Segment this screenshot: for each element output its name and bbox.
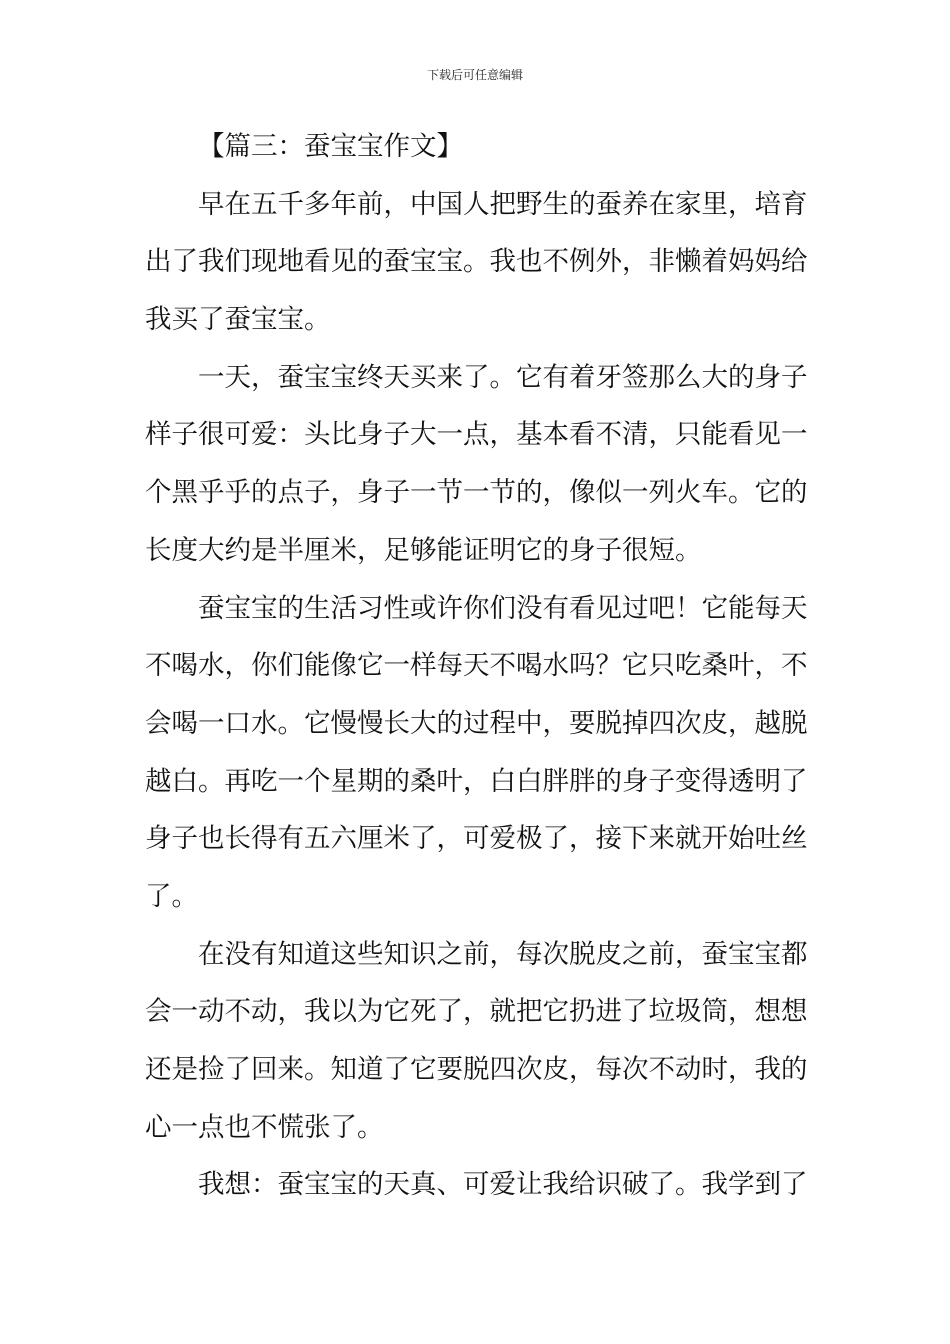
paragraph-line: 长度大约是半厘米，足够能证明它的身子很短。: [145, 534, 702, 566]
paragraph-line: 身子也长得有五六厘米了，可爱极了，接下来就开始吐丝: [145, 823, 807, 855]
paragraph-line: 出了我们现地看见的蚕宝宝。我也不例外，非懒着妈妈给: [145, 246, 807, 278]
paragraph-line: 我买了蚕宝宝。: [145, 304, 331, 336]
paragraph-line: 会一动不动，我以为它死了，就把它扔进了垃圾筒，想想: [145, 996, 807, 1028]
document-body: [145, 118, 807, 1214]
paragraph-line: 越白。再吃一个星期的桑叶，白白胖胖的身子变得透明了: [145, 765, 807, 797]
paragraph-line: 在没有知道这些知识之前，每次脱皮之前，蚕宝宝都: [198, 938, 807, 970]
page-header-note: 下载后可任意编辑: [426, 68, 523, 82]
paragraph-line: 一天，蚕宝宝终天买来了。它有着牙签那么大的身子: [198, 361, 807, 393]
paragraph-line: 了。: [145, 880, 198, 912]
paragraph-line: 我想：蚕宝宝的天真、可爱让我给识破了。我学到了: [198, 1169, 807, 1201]
paragraph-line: 还是捡了回来。知道了它要脱四次皮，每次不动时，我的: [145, 1054, 807, 1085]
paragraph-line: 不喝水，你们能像它一样每天不喝水吗？它只吃桑叶，不: [145, 650, 807, 682]
paragraph-line: 早在五千多年前，中国人把野生的蚕养在家里，培育: [198, 188, 807, 220]
paragraph-line: 个黑乎乎的点子，身子一节一节的，像似一列火车。它的: [145, 477, 807, 509]
document-title: 【篇三：蚕宝宝作文】: [198, 131, 463, 162]
paragraph-line: 样子很可爱：头比身子大一点，基本看不清，只能看见一: [145, 419, 807, 451]
paragraph-line: 会喝一口水。它慢慢长大的过程中，要脱掉四次皮，越脱: [145, 707, 807, 739]
paragraph-line: 蚕宝宝的生活习性或许你们没有看见过吧！它能每天: [198, 592, 807, 624]
paragraph-line: 心一点也不慌张了。: [145, 1111, 384, 1143]
